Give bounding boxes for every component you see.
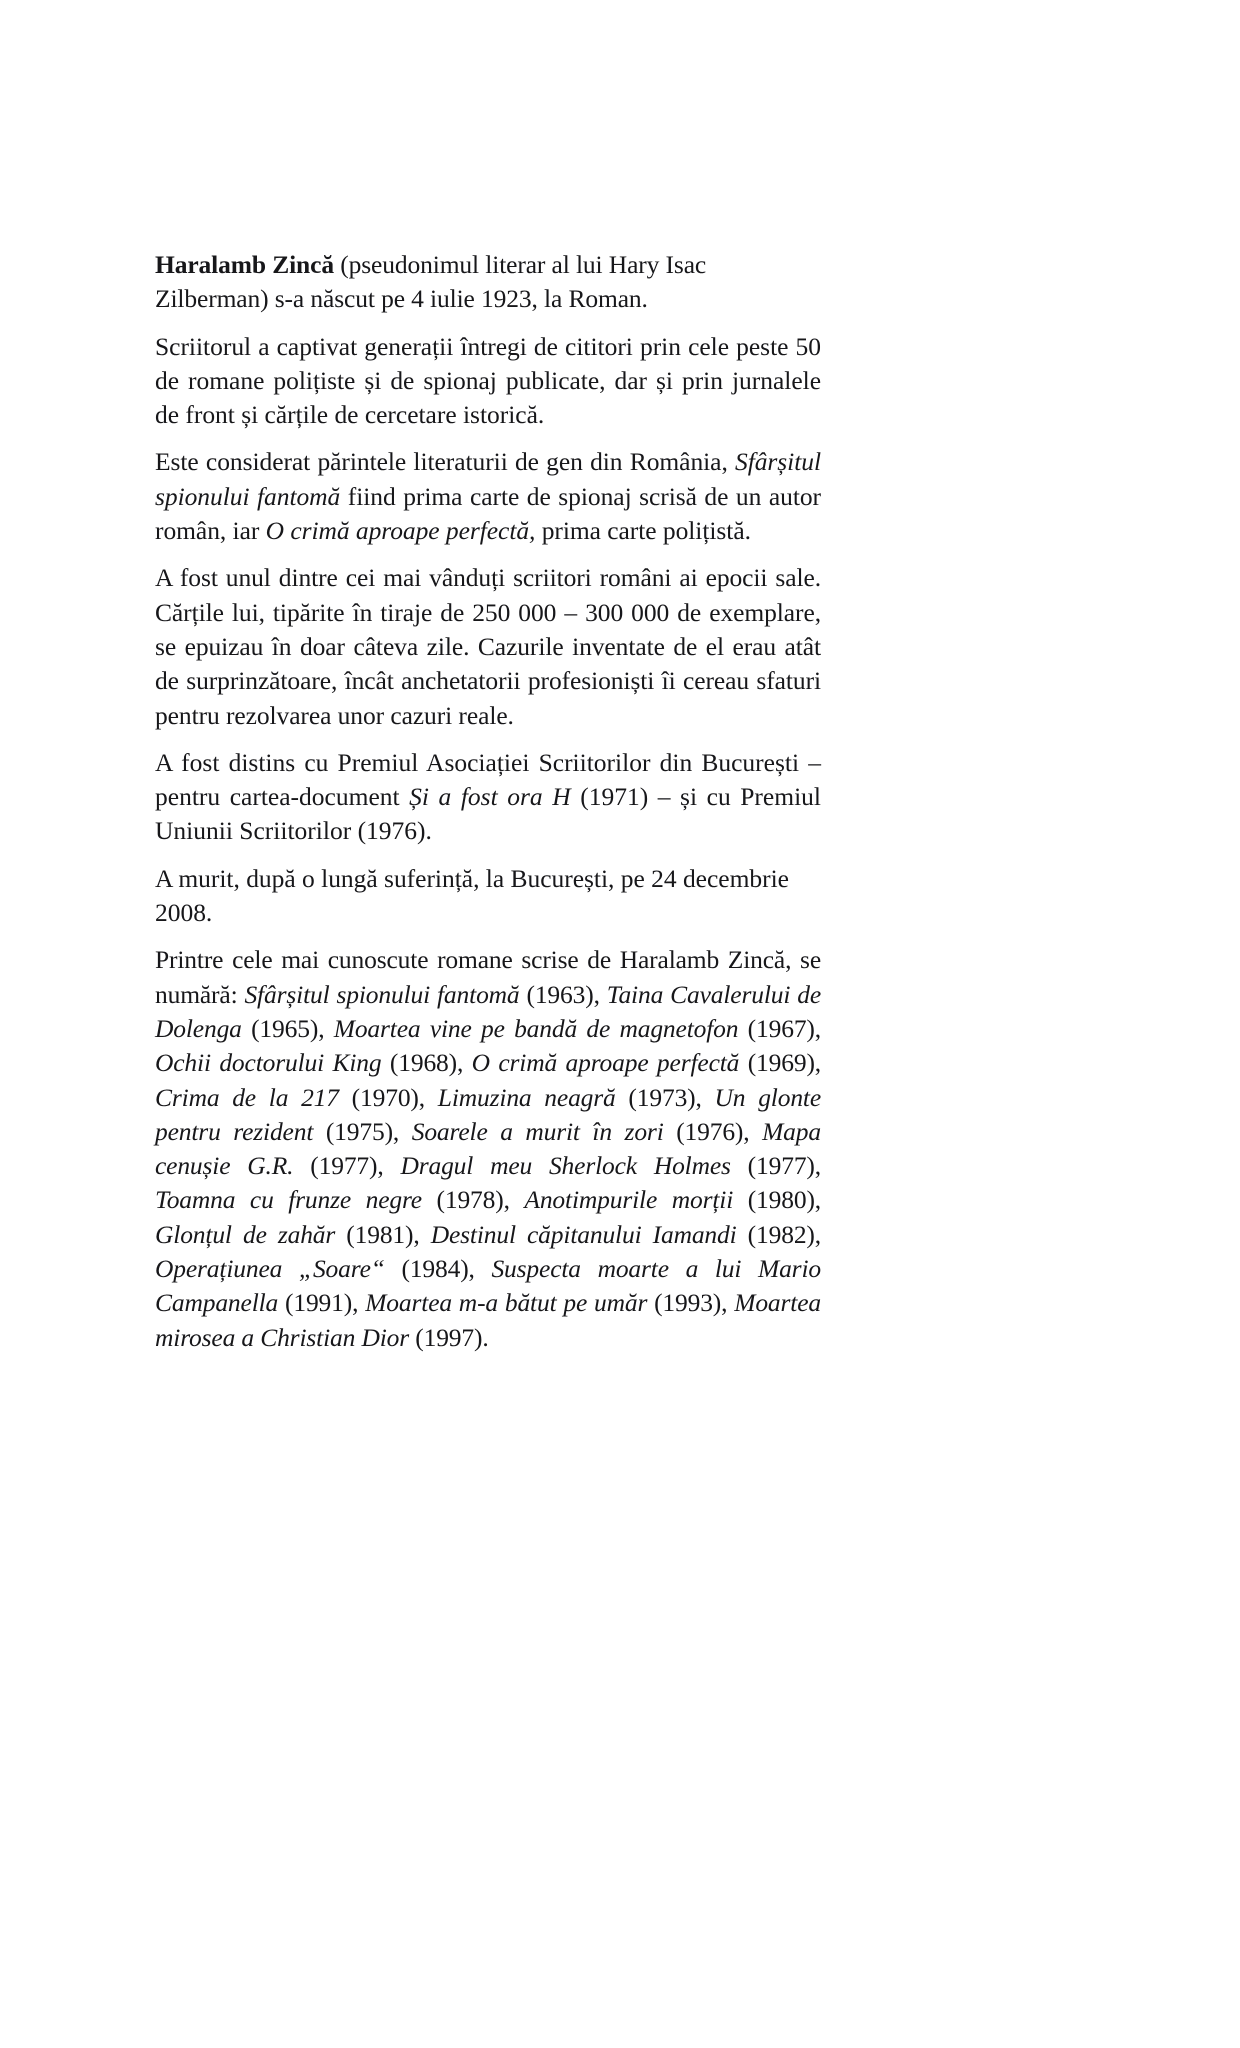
bibliography-title: Moartea m-a bătut pe umăr xyxy=(365,1288,648,1318)
bibliography-separator: , xyxy=(418,1082,438,1112)
bibliography-year: (1993) xyxy=(647,1288,722,1318)
bibliography-title: Destinul căpitanului Iamandi xyxy=(430,1219,737,1249)
bibliography-year: (1978) xyxy=(421,1185,504,1215)
bibliography-title: Sfârșitul spionului fantomă xyxy=(244,979,520,1009)
bibliography-title: Glonțul de zahăr xyxy=(155,1219,336,1249)
bibliography-year: (1984) xyxy=(384,1254,469,1284)
bibliography-year: (1981) xyxy=(335,1219,414,1249)
paragraph-sales: A fost unul dintre cei mai vânduți scriitori români ai epocii sale. Cărțile lui, tipărite în tiraje de 250 000 – 300 000 de exemplare, se epuizau în doar câteva zile. Cazurile inventate de el erau atât de surprinzătoare, încât anchetatorii profesioniști îi cereau sfaturi pentru rezolvarea unor cazuri reale. xyxy=(155,563,821,730)
bibliography-separator: , xyxy=(503,1185,525,1215)
bibliography-title: Soarele a murit în zori xyxy=(411,1116,664,1146)
author-name: Haralamb Zincă xyxy=(155,250,334,279)
bibliography-title: Taina Cavalerului de Dolenga xyxy=(155,979,821,1043)
bibliography-separator: , xyxy=(593,979,607,1009)
bibliography-title: Ochii doctorului King xyxy=(155,1048,382,1078)
bibliography-title: Un glonte pentru rezident xyxy=(155,1082,822,1146)
paragraph-death: A murit, după o lungă suferință, la București, pe 24 decembrie 2008. xyxy=(155,863,789,928)
bibliography-separator: , xyxy=(377,1151,401,1181)
bibliography-separator: , xyxy=(352,1288,366,1318)
bibliography-separator: . xyxy=(482,1322,489,1352)
bibliography-separator: , xyxy=(814,1185,822,1215)
bibliography-separator: , xyxy=(814,1048,822,1078)
bibliography-separator: , xyxy=(814,1219,821,1249)
bibliography-year: (1963) xyxy=(519,979,594,1009)
bibliography-year: (1980) xyxy=(733,1185,815,1215)
paragraph-intro xyxy=(155,248,821,317)
bibliography-title: O crimă aproape perfectă xyxy=(471,1048,740,1078)
bibliography-separator: , xyxy=(413,1219,431,1249)
bibliography-year: (1967) xyxy=(738,1013,815,1043)
bibliography-year: (1997) xyxy=(409,1322,483,1352)
bibliography-year: (1965) xyxy=(241,1013,319,1043)
bibliography-year: (1982) xyxy=(736,1219,815,1249)
book-title-si-a-fost-ora-h: Și a fost ora H xyxy=(409,782,571,812)
bibliography-year: (1969) xyxy=(739,1048,815,1078)
bibliography-year: (1975) xyxy=(313,1116,393,1146)
bibliography-title: Suspecta moarte a lui Mario Campanella xyxy=(155,1254,821,1318)
prizes-part2: (1971) – și cu Premiul Uniunii Scriitorilor (1976). xyxy=(155,782,821,846)
paragraph-genre xyxy=(155,445,821,548)
paragraph-writer: Scriitorul a captivat generații întregi de cititori prin cele peste 50 de romane polițiste și de spionaj publicate, dar și prin jurnalele de front și cărțile de cercetare istorică. xyxy=(155,331,821,430)
bibliography-separator: , xyxy=(814,1151,821,1181)
bibliography-title: Dragul meu Sherlock Holmes xyxy=(400,1151,731,1181)
bibliography-year: (1968) xyxy=(381,1048,457,1078)
bibliography-title: Toamna cu frunze negre xyxy=(155,1185,422,1215)
bibliography-year: (1970) xyxy=(338,1082,419,1112)
bibliography-intro: Printre cele mai cunoscute romane scrise de Haralamb Zincă, se numără: xyxy=(155,945,821,1009)
bibliography-year: (1976) xyxy=(663,1116,744,1146)
prizes-part1: A fost distins cu Premiul Asociației Scriitorilor din București – pentru cartea-document xyxy=(155,747,821,812)
bibliography-year: (1977) xyxy=(293,1151,378,1181)
genre-part3: prima carte polițistă. xyxy=(535,516,751,546)
bibliography-separator: , xyxy=(457,1048,472,1078)
bibliography-separator: , xyxy=(695,1082,715,1112)
bibliography-title: Mapa cenușie G.R. xyxy=(155,1116,821,1181)
bibliography-title: Moartea mirosea a Christian Dior xyxy=(155,1288,822,1352)
bibliography-year: (1973) xyxy=(615,1082,696,1112)
bibliography-year: (1977) xyxy=(730,1151,815,1181)
bibliography-separator: , xyxy=(721,1288,735,1318)
bibliography-separator: , xyxy=(318,1013,334,1043)
paragraph-bibliography xyxy=(155,943,821,1355)
bibliography-title: Limuzina neagră xyxy=(437,1082,616,1112)
bibliography-list xyxy=(155,980,821,1352)
genre-part1: Este considerat părintele literaturii de gen din România, xyxy=(155,447,735,477)
genre-part2: fiind prima carte de spionaj scrisă de un autor român, iar xyxy=(155,481,821,546)
bibliography-separator: , xyxy=(743,1116,763,1146)
bibliography-title: Anotimpurile morții xyxy=(524,1185,734,1215)
book-title-sfarsitul-spionului-fantoma: Sfârșitul spionului fantomă xyxy=(155,447,821,511)
bibliography-year: (1991) xyxy=(278,1288,353,1318)
bibliography-separator: , xyxy=(814,1013,822,1043)
paragraph-prizes xyxy=(155,746,821,849)
text-column xyxy=(155,248,821,1368)
bibliography-separator: , xyxy=(468,1254,492,1284)
bibliography-title: Operațiunea „Soare“ xyxy=(155,1254,385,1284)
bibliography-separator: , xyxy=(392,1116,412,1146)
book-title-o-crima-aproape-perfecta: O crimă aproape perfectă, xyxy=(265,516,536,546)
bibliography-title: Crima de la 217 xyxy=(155,1082,339,1112)
bibliography-title: Moartea vine pe bandă de magnetofon xyxy=(333,1013,739,1043)
intro-rest: (pseudonimul literar al lui Hary Isac Zilberman) s-a născut pe 4 iulie 1923, la Roman. xyxy=(155,250,707,314)
